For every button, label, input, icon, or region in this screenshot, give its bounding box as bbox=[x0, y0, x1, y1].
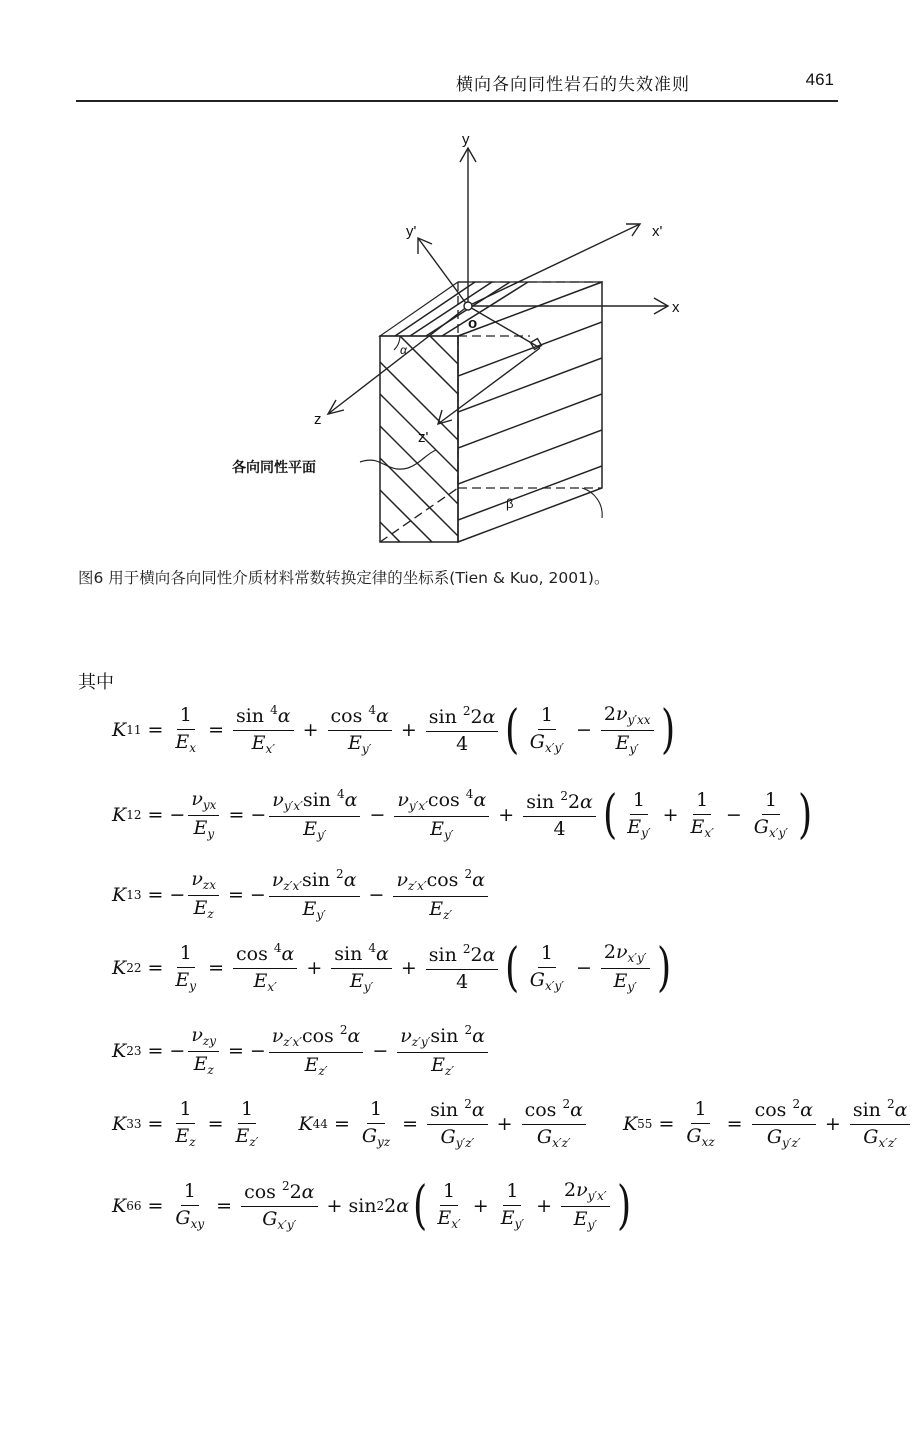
x-prime-axis-extension bbox=[468, 306, 540, 348]
page-header bbox=[76, 62, 838, 102]
beta-label: β bbox=[506, 496, 514, 511]
y-prime-axis bbox=[418, 238, 468, 306]
page-number: 461 bbox=[805, 70, 834, 89]
block-top-face bbox=[380, 282, 602, 336]
block-side-face bbox=[458, 282, 602, 542]
origin-label: o bbox=[468, 315, 478, 332]
y-prime-axis-label: y' bbox=[406, 223, 417, 240]
coordinate-system-figure bbox=[210, 132, 710, 552]
plane-label: 各向同性平面 bbox=[232, 459, 316, 475]
plane-leader-line bbox=[360, 450, 436, 469]
running-title: 横向各向同性岩石的失效准则 bbox=[456, 75, 690, 95]
origin-marker bbox=[464, 302, 472, 310]
y-axis-label: y bbox=[462, 132, 470, 148]
equation-k33-k44-k55: K 33 = $\frac{1}{E_z}$ = $\frac{1}{E_{z'}}$ K 44 = $\frac{1}{G_{yz}}$ = $\frac{\sin ^2\alpha}{G_{y'z'}}$ + $\frac{\cos ^2\alpha}{G_{x'z'}}$ K 55 = $\frac{1}{G_{xz}}$ = $\frac{\cos ^2\alpha}{G_{y'z'}}$ + $\frac{\sin ^2\alpha}{G_{x'z'}}$ bbox=[112, 1098, 913, 1151]
equation-k22: K 22 = $\frac{1}{E_y}$ = $\frac{\cos ^4\alpha}{E_{x'}}$ + $\frac{\sin ^4\alpha}{E_{y'}}$ + $\frac{\sin ^22\alpha}{4}$ ( $\frac{1}{G_{x'y'}}$ − $\frac{2\nu_{x'y'}}{E_{y'}}$ ) bbox=[112, 938, 671, 999]
x-prime-axis bbox=[468, 224, 640, 306]
z-axis-label: z bbox=[314, 411, 322, 428]
equation-k13: K 13 = − $\frac{\nu_{zx}}{E_z}$ = − $\frac{\nu_{z'x'}\sin ^2\alpha}{E_{y'}}$ − $\frac{\nu_{z'x'}\cos ^2\alpha}{E_{z'}}$ bbox=[112, 868, 491, 923]
z-axis bbox=[328, 306, 468, 414]
equation-k66: K 66 = $\frac{1}{G_{xy}}$ = $\frac{\cos ^22\alpha}{G_{x'y'}}$ + sin 2 2 α ( $\frac{1}{E_{x'}}$ + $\frac{1}{E_{y'}}$ + $\frac{2\nu_{y'x'}}{E_{y'}}$ ) bbox=[112, 1176, 631, 1237]
x-prime-axis-label: x' bbox=[652, 223, 663, 240]
equation-k12: K 12 = − $\frac{\nu_{yx}}{E_y}$ = − $\frac{\nu_{y'x'}\sin ^4\alpha}{E_{y'}}$ − $\frac{\nu_{y'x'}\cos ^4\alpha}{E_{y'}}$ + $\frac{\sin ^22\alpha}{4}$ ( $\frac{1}{E_{y'}}$ + $\frac{1}{E_{x'}}$ − $\frac{1}{G_{x'y'}}$ ) bbox=[112, 785, 813, 846]
x-axis-label: x bbox=[672, 299, 680, 316]
equation-k23: K 23 = − $\frac{\nu_{zy}}{E_z}$ = − $\frac{\nu_{z'x'}\cos ^2\alpha}{E_{z'}}$ − $\frac{\nu_{z'y'}\sin ^2\alpha}{E_{z'}}$ bbox=[112, 1024, 491, 1079]
z-prime-axis-label: z' bbox=[418, 429, 429, 446]
alpha-label: α bbox=[400, 343, 407, 357]
figure-caption: 图6 用于横向各向同性介质材料常数转换定律的坐标系(Tien & Kuo, 2001)。 bbox=[78, 569, 610, 587]
intro-text: 其中 bbox=[78, 672, 114, 693]
equation-k11: K 11 = $\frac{1}{E_x}$ = $\frac{\sin ^4\alpha}{E_{x'}}$ + $\frac{\cos ^4\alpha}{E_{y'}}$ + $\frac{\sin ^22\alpha}{4}$ ( $\frac{1}{G_{x'y'}}$ − $\frac{2\nu_{y'xx}}{E_{y'}}$ ) bbox=[112, 700, 675, 761]
